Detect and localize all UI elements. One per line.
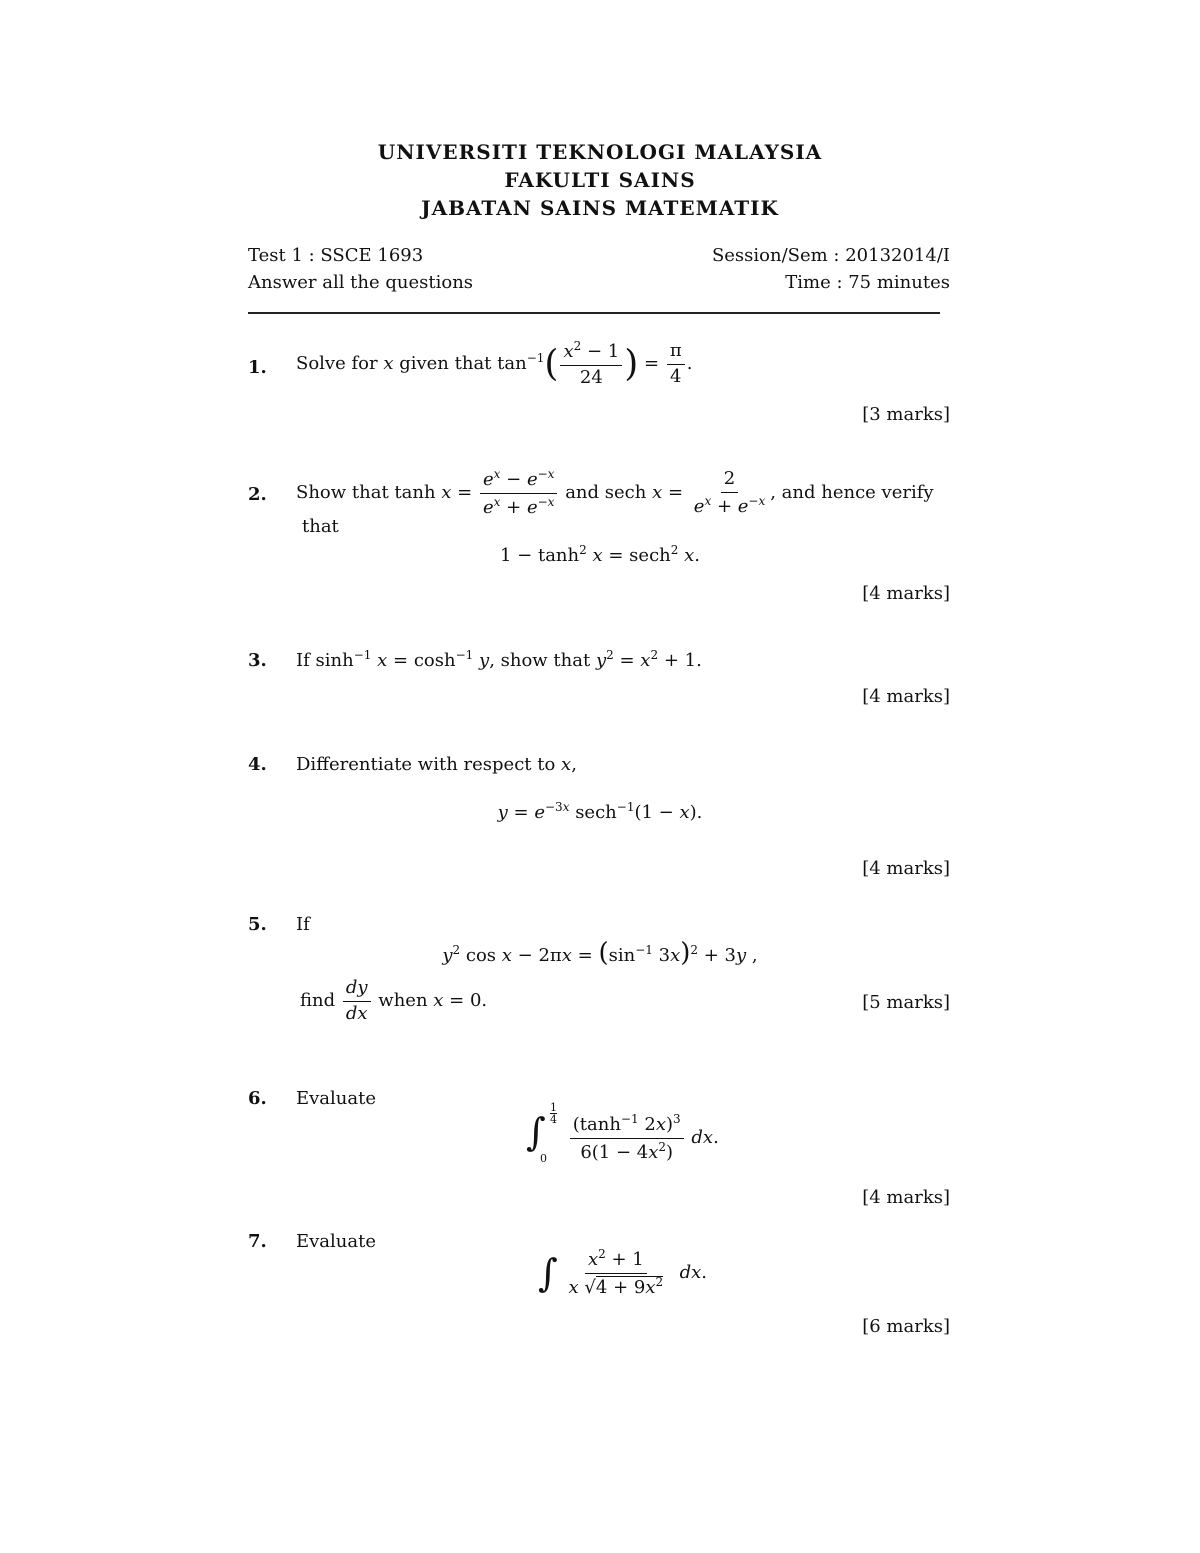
question-5-number: 5. xyxy=(248,914,267,935)
question-5-text-cont: find $\frac{dy}{dx}$ when x = 0. xyxy=(300,977,488,1024)
question-2-identity: $1 - \tanh^2 x = \sec h^2$ x. xyxy=(499,543,701,566)
question-7-integral: ∫ $\frac{x^2 + 1}{x √4 + 9x^2}$ dx. xyxy=(538,1247,708,1298)
question-2-number: 2. xyxy=(248,484,267,505)
divider xyxy=(248,312,940,314)
question-3-marks: [4 marks] xyxy=(862,686,950,707)
question-1-number: 1. xyxy=(248,357,267,378)
question-5-text: If xyxy=(296,914,310,935)
question-2-text: Show that tanh x = $\frac{e^x - e^{-x}}{e^x + e^{-x}}$ and sech x = $\frac{2}{e^x + e^{-x}}$ , and hence verify xyxy=(296,467,934,518)
department-title: JABATAN SAINS MATEMATIK xyxy=(421,196,779,220)
question-4-equation: $y = e^{-3x}$ sech$^{-1}$(1 − x). xyxy=(497,800,703,823)
question-7-number: 7. xyxy=(248,1231,267,1252)
faculty-title: FAKULTI SAINS xyxy=(504,168,696,192)
question-1-marks: [3 marks] xyxy=(862,404,950,425)
question-6-integral: ∫ $\frac{1}{4}$ 0 $\frac{(\tanh^{-1} 2x)^3}{6(1 - 4x^2)}$ dx. xyxy=(526,1101,719,1165)
time-limit: Time : 75 minutes xyxy=(785,272,950,293)
question-2-marks: [4 marks] xyxy=(862,583,950,604)
question-3-number: 3. xyxy=(248,650,267,671)
university-title: UNIVERSITI TEKNOLOGI MALAYSIA xyxy=(377,140,823,164)
question-5-marks: [5 marks] xyxy=(862,992,950,1013)
session-sem: Session/Sem : 20132014/I xyxy=(711,245,950,266)
question-4-number: 4. xyxy=(248,754,267,775)
question-4-marks: [4 marks] xyxy=(862,858,950,879)
question-3-text: If $\sinh^{-1} x = \cosh^{-1} y$, show that $y^2 = x^2 + 1$. xyxy=(296,648,702,671)
question-7-text: Evaluate xyxy=(296,1231,377,1252)
question-7-marks: [6 marks] xyxy=(862,1316,950,1337)
question-1-text: Solve for x given that $\tan^{-1}$( $\frac{x^2 - 1}{24}$ ) = $\frac{\pi}{4}$ . xyxy=(296,339,693,388)
question-6-text: Evaluate xyxy=(296,1088,377,1109)
instruction: Answer all the questions xyxy=(248,272,474,293)
question-2-text-cont: that xyxy=(302,516,339,537)
question-5-equation: $y^2$ $\cos x - 2\pi x = (\sin^{-1}$ 3x)$^2$ + 3y , xyxy=(442,938,758,968)
test-code: Test 1 : SSCE 1693 xyxy=(248,245,424,266)
question-4-text: Differentiate with respect to x, xyxy=(296,754,577,775)
question-6-number: 6. xyxy=(248,1088,267,1109)
question-6-marks: [4 marks] xyxy=(862,1187,950,1208)
